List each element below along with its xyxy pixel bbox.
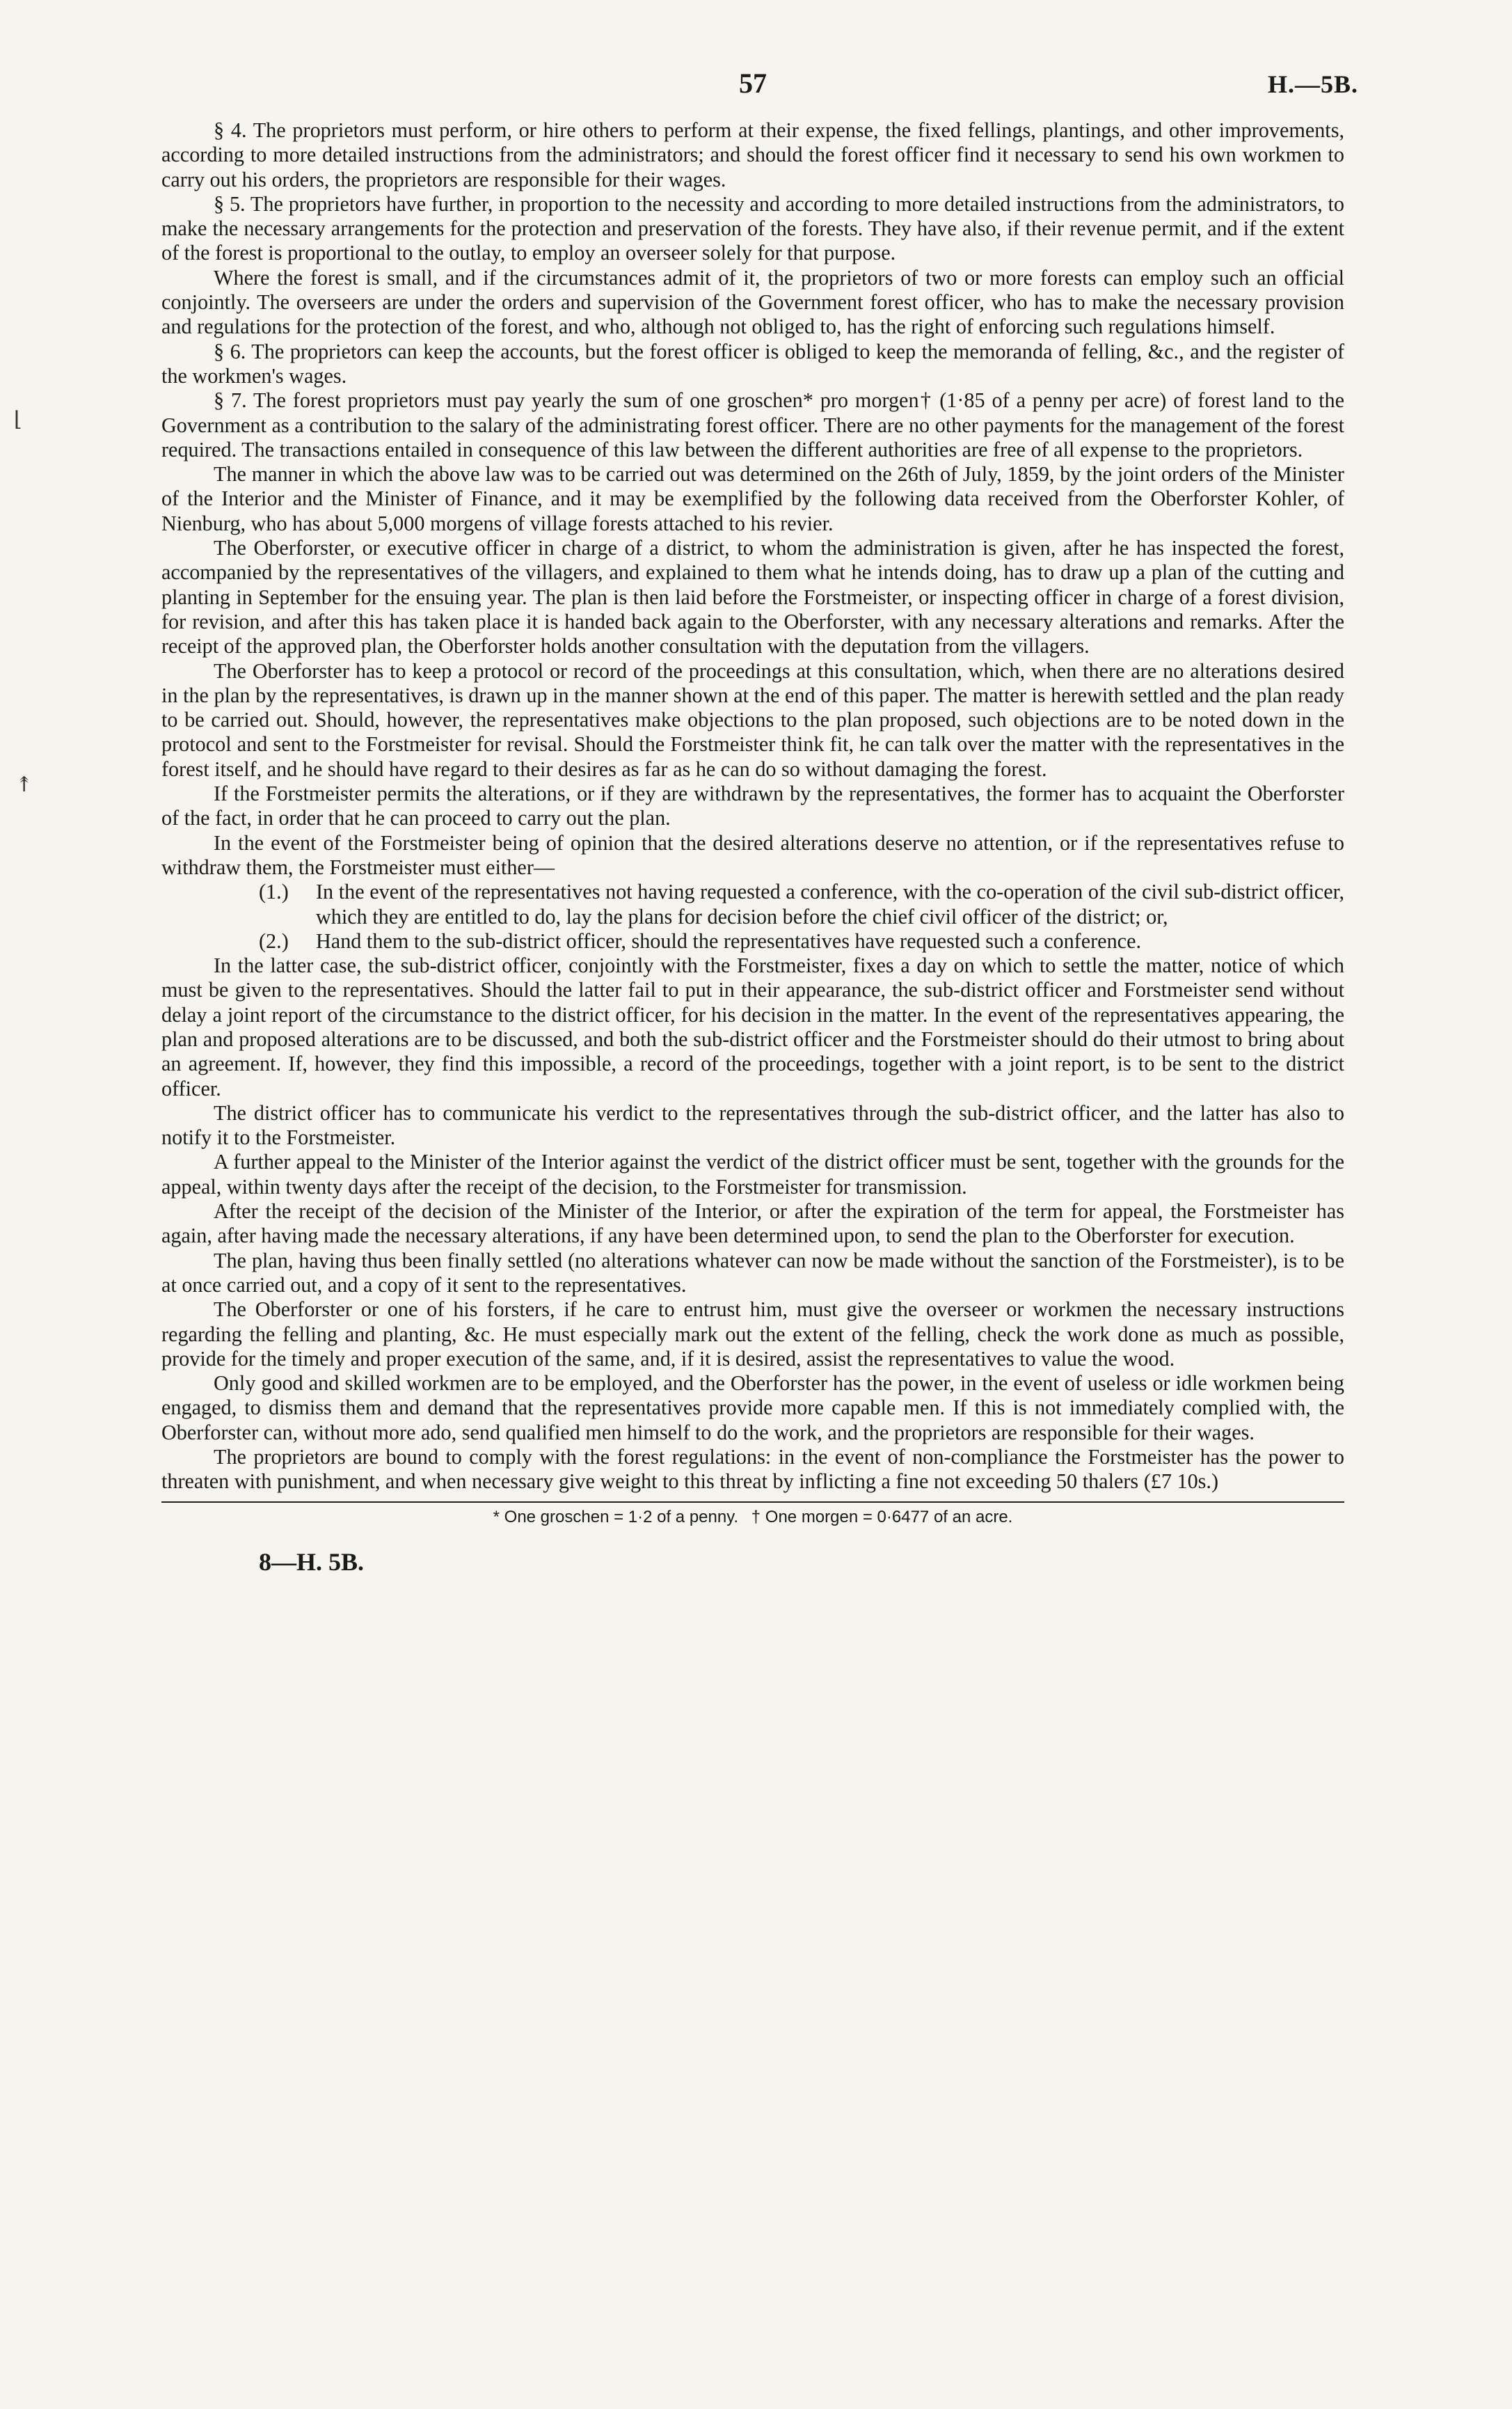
- paragraph-forstmeister-either: In the event of the Forstmeister being of opinion that the desired alterations deserve no attention, or if the representatives refuse to withdraw them, the Forstmeister must either—: [161, 830, 1344, 879]
- paragraph-section-7: § 7. The forest proprietors must pay yearly the sum of one groschen* pro morgen† (1·85 of a penny per acre) of forest land to the Government as a contribution to the salary of the administrating forest officer. There are no other payments for the management of the forest required. The transactions entailed in consequence of this law between the different authorities are free of all expense to the proprietors.: [161, 388, 1344, 461]
- paragraph-oberforster-plan: The Oberforster, or executive officer in charge of a district, to whom the administration is given, after he has inspected the forest, accompanied by the representatives of the villagers, and explained to them what he intends doing, has to draw up a plan of the cutting and planting in September for the ensuing year. The plan is then laid before the Forstmeister, or inspecting officer in charge of a forest division, for revision, and after this has taken place it is handed back again to the Oberforster, with any necessary alterations and remarks. After the receipt of the approved plan, the Oberforster holds another consultation with the deputation from the villagers.: [161, 536, 1344, 658]
- margin-mark-upper: ⌊: [14, 408, 22, 431]
- paragraph-protocol: The Oberforster has to keep a protocol or record of the proceedings at this consultation, which, when there are no alterations desired in the plan by the representatives, is drawn up in the manner shown at the end of this paper. The matter is herewith settled and the plan ready to be carried out. Should, however, the representatives make objections to the plan proposed, such objections are to be noted down in the protocol and sent to the Forstmeister for revisal. Should the Forstmeister think fit, he can talk over the matter with the representatives in the forest itself, and he should have regard to their desires as far as he can do so without damaging the forest.: [161, 658, 1344, 781]
- body-text: [161, 118, 1344, 1494]
- list-item-number: (1.): [259, 880, 289, 904]
- paragraph-law-manner: The manner in which the above law was to be carried out was determined on the 26th of July, 1859, by the joint orders of the Minister of the Interior and the Minister of Finance, and it may be exemplified by the following data received from the Oberforster Kohler, of Nienburg, who has about 5,000 morgens of village forests attached to his revier.: [161, 462, 1344, 535]
- page-number: 57: [739, 68, 767, 99]
- signature-mark: 8—H. 5B.: [259, 1547, 365, 1576]
- paragraph-forster-instructions: The Oberforster or one of his forsters, if he care to entrust him, must give the overseer or workmen the necessary instructions regarding the felling and planting, &c. He must especially mark out the extent of the felling, check the work done as much as possible, provide for the timely and proper execution of the same, and, if it is desired, assist the representatives to value the wood.: [161, 1297, 1344, 1371]
- margin-mark-lower: ↟: [15, 773, 33, 796]
- footnote-divider: [161, 1501, 1344, 1503]
- document-reference: H.—5B.: [1267, 70, 1358, 98]
- paragraph-after-decision: After the receipt of the decision of the Minister of the Interior, or after the expiration of the term for appeal, the Forstmeister has again, after having made the necessary alterations, if any have been determined upon, to send the plan to the Oberforster for execution.: [161, 1199, 1344, 1248]
- paragraph-alterations-permitted: If the Forstmeister permits the alterations, or if they are withdrawn by the representatives, the former has to acquaint the Oberforster of the fact, in order that he can proceed to carry out the plan.: [161, 782, 1344, 830]
- paragraph-small-forest: Where the forest is small, and if the circumstances admit of it, the proprietors of two or more forests can employ such an official conjointly. The overseers are under the orders and supervision of the Government forest officer, who has to make the necessary provision and regulations for the protection of the forest, and who, although not obliged to, has the right of enforcing such regulations himself.: [161, 265, 1344, 339]
- paragraph-section-5: § 5. The proprietors have further, in proportion to the necessity and according to more detailed instructions from the administrators, to make the necessary arrangements for the protection and preservation of the forests. They have also, if their revenue permit, and if the extent of the forest is proportional to the outlay, to employ an overseer solely for that purpose.: [161, 191, 1344, 265]
- paragraph-latter-case: In the latter case, the sub-district officer, conjointly with the Forstmeister, fixes a day on which to settle the matter, notice of which must be given to the representatives. Should the latter fail to put in their appearance, the sub-district officer and Forstmeister send without delay a joint report of the circumstance to the district officer, for his decision in the matter. In the event of the representatives appearing, the plan and proposed alterations are to be discussed, and both the sub-district officer and the Forstmeister should do their utmost to bring about an agreement. If, however, they find this impossible, a record of the proceedings, together with a joint report, is to be sent to the district officer.: [161, 954, 1344, 1100]
- paragraph-further-appeal: A further appeal to the Minister of the Interior against the verdict of the district officer must be sent, together with the grounds for the appeal, within twenty days after the receipt of the decision, to the Forstmeister for transmission.: [161, 1150, 1344, 1199]
- document-page: [161, 63, 1358, 1577]
- list-item-2: [259, 929, 1344, 954]
- footnote-groschen: * One groschen = 1·2 of a penny.: [493, 1507, 739, 1526]
- list-item-text: In the event of the representatives not having requested a conference, with the co-operation of the civil sub-district officer, which they are entitled to do, lay the plans for decision before the chief civil officer of the district; or,: [316, 880, 1344, 929]
- page-header: [161, 63, 1358, 118]
- paragraph-skilled-workmen: Only good and skilled workmen are to be employed, and the Oberforster has the power, in the event of useless or idle workmen being engaged, to dismiss them and demand that the representatives provide more capable men. If this is not immediately complied with, the Oberforster can, without more ado, send qualified men himself to do the work, and the proprietors are responsible for their wages.: [161, 1371, 1344, 1444]
- paragraph-plan-settled: The plan, having thus been finally settled (no alterations whatever can now be made without the sanction of the Forstmeister), is to be at once carried out, and a copy of it sent to the representatives.: [161, 1248, 1344, 1297]
- list-item-number: (2.): [259, 929, 289, 953]
- paragraph-section-4: § 4. The proprietors must perform, or hire others to perform at their expense, the fixed fellings, plantings, and other improvements, according to more detailed instructions from the administrators; and should the forest officer find it necessary to send his own workmen to carry out his orders, the proprietors are responsible for their wages.: [161, 118, 1344, 191]
- list-item-text: Hand them to the sub-district officer, should the representatives have requested such a conference.: [316, 929, 1142, 953]
- footnotes: [161, 1506, 1344, 1529]
- list-item-1: [259, 880, 1344, 929]
- paragraph-forest-regulations: The proprietors are bound to comply with the forest regulations: in the event of non-compliance the Forstmeister has the power to threaten with punishment, and when necessary give weight to this threat by inflicting a fine not exceeding 50 thalers (£7 10s.): [161, 1445, 1344, 1494]
- footnote-morgen: † One morgen = 0·6477 of an acre.: [751, 1507, 1013, 1526]
- paragraph-district-verdict: The district officer has to communicate his verdict to the representatives through the sub-district officer, and the latter has also to notify it to the Forstmeister.: [161, 1100, 1344, 1150]
- paragraph-section-6: § 6. The proprietors can keep the accounts, but the forest officer is obliged to keep the memoranda of felling, &c., and the register of the workmen's wages.: [161, 339, 1344, 388]
